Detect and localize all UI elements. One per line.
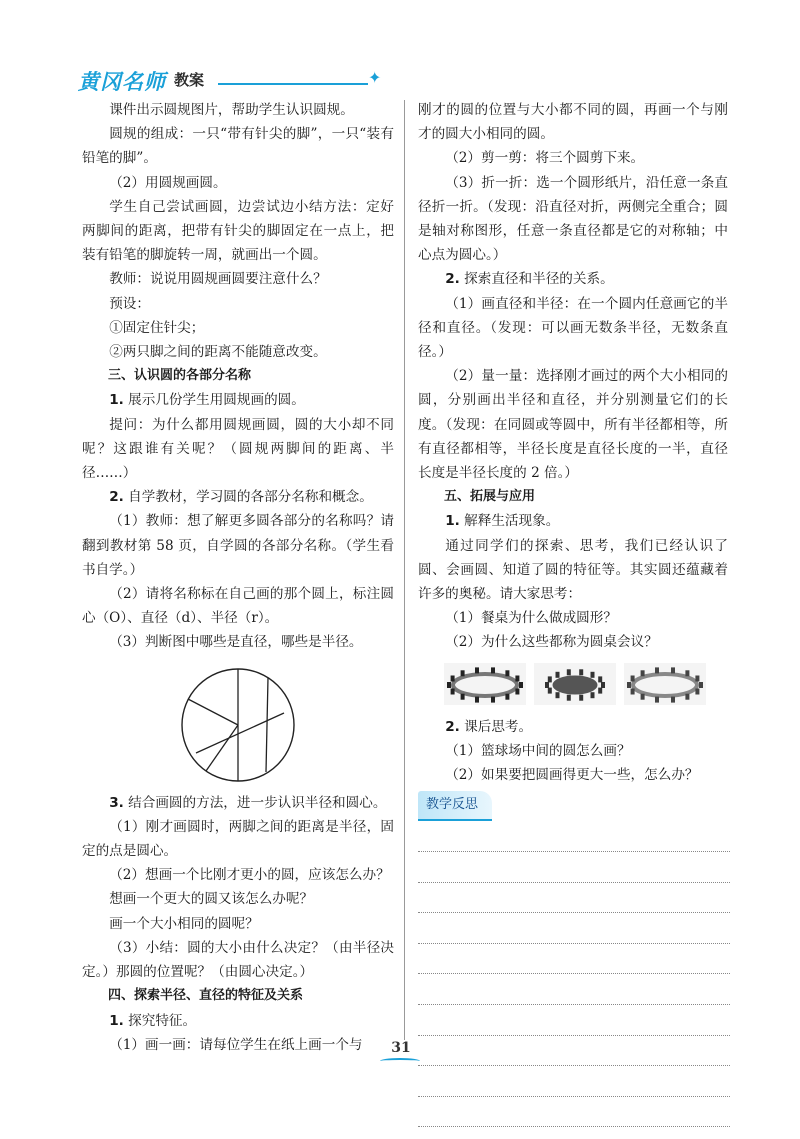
- paragraph: [82, 791, 394, 815]
- paragraph-text: ①固定住针尖；: [109, 319, 205, 336]
- paragraph-text: （1）画直径和半径：在一个圆内任意画它的半径和直径。（发现：可以画无数条半径，无数条直径。）: [418, 295, 728, 361]
- item-number: 2.: [445, 271, 460, 288]
- paragraph-text: 教师：说说用圆规画圆要注意什么？: [109, 271, 327, 288]
- paragraph: [418, 292, 728, 365]
- item-number: 3.: [109, 794, 124, 811]
- paragraph-text: 展示几份学生用圆规画的圆。: [123, 392, 305, 409]
- dotted-line[interactable]: [418, 821, 730, 852]
- section-heading: [82, 984, 394, 1008]
- header-rule: [218, 83, 368, 85]
- paragraph-text: （1）餐桌为什么做成圆形？: [445, 610, 617, 627]
- header-subtitle: 教案: [174, 71, 205, 89]
- paragraph: [82, 316, 394, 340]
- paragraph: [82, 413, 394, 486]
- item-number: 2.: [445, 718, 460, 735]
- paragraph: [82, 195, 394, 268]
- paragraph-text: （1）刚才画圆时，两脚之间的距离是半径，固定的点是圆心。: [82, 818, 394, 860]
- section-heading: [82, 364, 394, 388]
- paragraph: [418, 146, 728, 170]
- column-divider: [404, 100, 405, 1040]
- paragraph: [82, 267, 394, 291]
- paragraph: [82, 815, 394, 863]
- sparkle-icon: ✦: [368, 68, 382, 87]
- dotted-line[interactable]: [418, 913, 730, 944]
- section-heading: [418, 485, 728, 509]
- paragraph: [82, 171, 394, 195]
- paragraph: [82, 887, 394, 911]
- dotted-line[interactable]: [418, 1097, 730, 1128]
- paragraph-text: 学生自己尝试画圆，边尝试边小结方法：定好两脚间的距离，把带有针尖的脚固定在一点上，把装有铅笔的脚旋转一周，就画出一个圆。: [82, 198, 394, 264]
- paragraph: [418, 763, 728, 787]
- paragraph: [82, 630, 394, 654]
- paragraph-text: （1）篮球场中间的圆怎么画？: [445, 742, 631, 759]
- paragraph-text: 刚才的圆的位置与大小都不同的圆，再画一个与刚才的圆大小相同的圆。: [418, 102, 728, 143]
- dotted-line[interactable]: [418, 852, 730, 883]
- paragraph: [82, 1033, 394, 1057]
- item-number: 1.: [109, 392, 124, 409]
- paragraph-text: 课件出示圆规图片，帮助学生认识圆规。: [109, 102, 354, 118]
- reflection-label: 教学反思: [418, 791, 492, 821]
- paragraph-text: （2）请将名称标在自己画的那个圆上，标注圆心（O）、直径（d）、半径（r）。: [82, 586, 394, 627]
- paragraph: [82, 98, 394, 122]
- paragraph-text: 三、认识圆的各部分名称: [108, 368, 252, 384]
- paragraph-text: （2）想画一个比刚才更小的圆，应该怎么办？: [109, 867, 390, 884]
- paragraph-text: 结合画圆的方法，进一步认识半径和圆心。: [123, 794, 387, 811]
- paragraph: [418, 739, 728, 763]
- paragraph-text: ②两只脚之间的距离不能随意改变。: [109, 344, 327, 361]
- paragraph: [82, 292, 394, 316]
- item-number: 2.: [109, 489, 124, 506]
- paragraph-text: （3）小结：圆的大小由什么决定？（由半径决定。）那圆的位置呢？（由圆心决定。）: [82, 939, 394, 981]
- paragraph-text: 解释生活现象。: [459, 513, 560, 530]
- paragraph: [418, 98, 728, 146]
- paragraph: [82, 485, 394, 509]
- paragraph-text: 想画一个更大的圆又该怎么办呢？: [109, 891, 314, 908]
- paragraph-text: 四、探索半径、直径的特征及关系: [108, 988, 304, 1004]
- paragraph: [418, 534, 728, 607]
- paragraph: [82, 912, 394, 936]
- paragraph-text: （2）用圆规画圆。: [109, 174, 227, 191]
- right-column: [418, 98, 728, 1127]
- paragraph: [82, 936, 394, 984]
- paragraph-text: 五、拓展与应用: [444, 489, 536, 505]
- paragraph-text: 画一个大小相同的圆呢？: [109, 915, 259, 932]
- paragraph: [418, 364, 728, 485]
- radius-line: [188, 699, 238, 725]
- paragraph-text: （3）判断图中哪些是直径，哪些是半径。: [109, 634, 363, 651]
- paragraph-text: 课后思考。: [459, 718, 533, 735]
- round-table-photo-2: [534, 663, 616, 705]
- brand-logo: 黄冈名师: [78, 70, 166, 94]
- page-number-ornament: [380, 1058, 420, 1064]
- left-column: [82, 98, 394, 1057]
- paragraph: [82, 1009, 394, 1033]
- paragraph-text: 通过同学们的探索、思考，我们已经认识了圆、会画圆、知道了圆的特征等。其实圆还蕴藏着许多的奥秘。请大家思考：: [418, 537, 728, 603]
- paragraph-text: （2）为什么这些都称为圆桌会议？: [445, 634, 658, 651]
- item-number: 1.: [109, 1012, 124, 1029]
- paragraph-text: 自学教材，学习圆的各部分名称和概念。: [123, 489, 373, 506]
- paragraph-text: 预设：: [109, 295, 150, 312]
- paragraph: [418, 267, 728, 291]
- paragraph-text: （2）剪一剪：将三个圆剪下来。: [445, 150, 645, 167]
- paragraph: [82, 582, 394, 630]
- paragraph-text: 圆规的组成：一只“带有针尖的脚”，一只“装有铅笔的脚”。: [82, 126, 394, 167]
- paragraph: [418, 715, 728, 739]
- dotted-line[interactable]: [418, 944, 730, 975]
- chord-line: [196, 713, 284, 753]
- reflection-writing-lines[interactable]: [418, 821, 728, 1127]
- paragraph: [82, 863, 394, 887]
- paragraph: [82, 388, 394, 412]
- round-table-photo-1: [444, 663, 526, 705]
- paragraph-text: 提问：为什么都用圆规画圆，圆的大小却不同呢？这跟谁有关呢？（圆规两脚间的距离、半径……）: [82, 416, 394, 482]
- paragraph-text: （3）折一折：选一个圆形纸片，沿任意一条直径折一折。（发现：沿直径对折，两侧完全重合；圆是轴对称图形，任意一条直径都是它的对称轴；中心点为圆心。）: [418, 174, 728, 264]
- paragraph-text: 探索直径和半径的关系。: [459, 271, 614, 288]
- dotted-line[interactable]: [418, 1036, 730, 1067]
- paragraph: [418, 509, 728, 533]
- paragraph: [82, 122, 394, 170]
- paragraph-text: （1）画一画：请每位学生在纸上画一个与: [109, 1036, 363, 1053]
- dotted-line[interactable]: [418, 974, 730, 1005]
- round-table-photos: [444, 663, 728, 705]
- paragraph: [418, 606, 728, 630]
- round-table-photo-3: [624, 663, 706, 705]
- paragraph: [82, 509, 394, 582]
- circle-diagram: [178, 665, 298, 785]
- page-number: 31: [391, 1040, 411, 1056]
- paragraph: [418, 171, 728, 268]
- chord-line: [266, 678, 268, 772]
- page-header: [78, 66, 382, 96]
- paragraph-text: （2）量一量：选择刚才画过的两个大小相同的圆，分别画出半径和直径，并分别测量它们的长度。（发现：在同圆或等圆中，所有半径都相等，所有直径都相等，半径长度是直径长度的一半，直径长度是半径长度的 2 倍。）: [418, 368, 728, 482]
- dotted-line[interactable]: [418, 883, 730, 914]
- paragraph: [418, 630, 728, 654]
- paragraph-text: 探究特征。: [123, 1012, 197, 1029]
- paragraph: [82, 340, 394, 364]
- paragraph-text: （2）如果要把圆画得更大一些，怎么办？: [445, 767, 699, 784]
- radius-line: [206, 725, 238, 771]
- item-number: 1.: [445, 513, 460, 530]
- dotted-line[interactable]: [418, 1005, 730, 1036]
- paragraph-text: （1）教师：想了解更多圆各部分的名称吗？请翻到教材第 58 页，自学圆的各部分名称。（学生看书自学。）: [82, 513, 394, 578]
- dotted-line[interactable]: [418, 1066, 730, 1097]
